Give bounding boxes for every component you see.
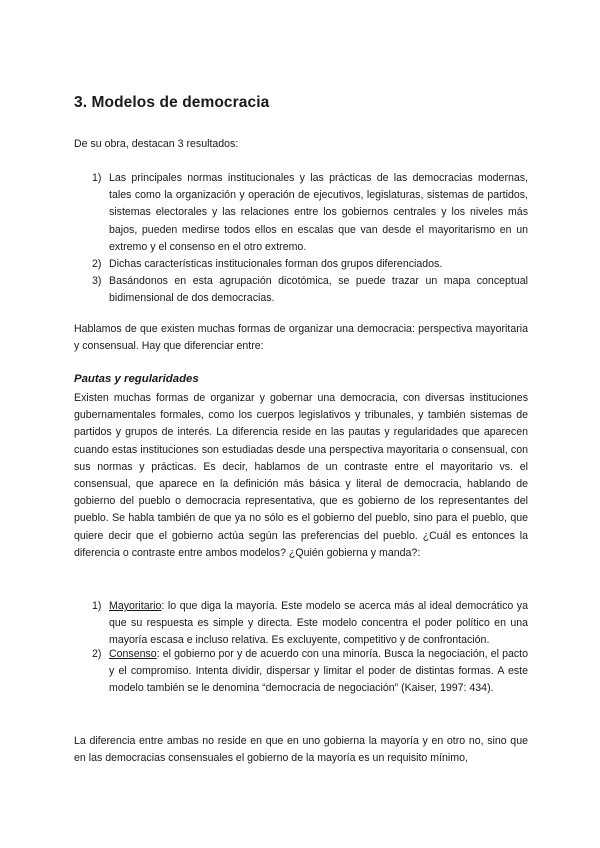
list-text [109, 598, 528, 650]
model-item-majority [92, 598, 528, 650]
forms-paragraph: Hablamos de que existen muchas formas de organizar una democracia: perspectiva mayoritaria y consensual. Hay que diferenciar entre: [74, 323, 528, 353]
section-title: 3. Modelos de democracia [74, 94, 270, 111]
list-text: Dichas características institucionales forman dos grupos diferenciados. [109, 258, 443, 270]
list-number: 3) [92, 275, 102, 287]
result-item-1 [92, 170, 528, 256]
list-number: 1) [92, 600, 102, 612]
model-description: : lo que diga la mayoría. Este modelo se acerca más al ideal democrático ya que su respuesta es simple y directa. Este modelo concentra el poder político en una mayoría escasa e incluso relativa. Es excluyente, competitivo y de confrontación. [109, 600, 528, 647]
result-item-2 [92, 256, 528, 273]
subheading: Pautas y regularidades [74, 373, 199, 385]
intro-text: De su obra, destacan 3 resultados: [74, 138, 239, 150]
list-text: Basándonos en esta agrupación dicotómica, se puede trazar un mapa conceptual bidimensional de dos democracias. [109, 275, 528, 305]
model-item-consensus [92, 646, 528, 698]
list-text: Las principales normas institucionales y las prácticas de las democracias modernas, tales como la organización y operación de ejecutivos, legislaturas, sistemas de partidos, sistemas electorales y las relaciones entre los gobiernos centrales y los niveles más bajos, pueden medirse todos ellos en escalas que van desde el mayoritarismo en un extremo y el consenso en el otro extremo. [109, 172, 528, 253]
difference-paragraph: La diferencia entre ambas no reside en que en uno gobierna la mayoría y en otro no, sino que en las democracias consensuales el gobierno de la mayoría es un requisito mínimo, [74, 735, 528, 765]
list-text [109, 646, 528, 698]
patterns-paragraph: Existen muchas formas de organizar y gobernar una democracia, con diversas instituciones gubernamentales formales, como los cuerpos legislativos y tribunales, y también sistemas de partidos y grupos de interés. La diferencia reside en las pautas y regularidades que aparecen cuando estas instituciones son estudiadas desde una perspectiva mayoritaria o consensual, con sus normas y prácticas. Es decir, hablamos de un contraste entre el mayoritario vs. el consensual, que aparece en la definición más básica y literal de democracia, hablando de gobierno del pueblo o democracia representativa, que es gobierno de los representantes del pueblo. Se habla también de que ya no sólo es el gobierno del pueblo, sino para el pueblo, que quiere decir que el gobierno actúa según las preferencias del pueblo. ¿Cuál es entonces la diferencia o contraste entre ambos modelos? ¿Quién gobierna y manda?: [74, 392, 528, 559]
list-number: 1) [92, 172, 102, 184]
model-term: Consenso [109, 648, 157, 660]
model-term: Mayoritario [109, 600, 162, 612]
result-item-3 [92, 273, 528, 307]
list-number: 2) [92, 258, 102, 270]
model-description: : el gobierno por y de acuerdo con una minoría. Busca la negociación, el pacto y el compromiso. Intenta dividir, dispersar y limitar el poder de distintas formas. A este modelo también se le denomina “democracia de negociación” (Kaiser, 1997: 434). [109, 648, 528, 695]
list-number: 2) [92, 648, 102, 660]
